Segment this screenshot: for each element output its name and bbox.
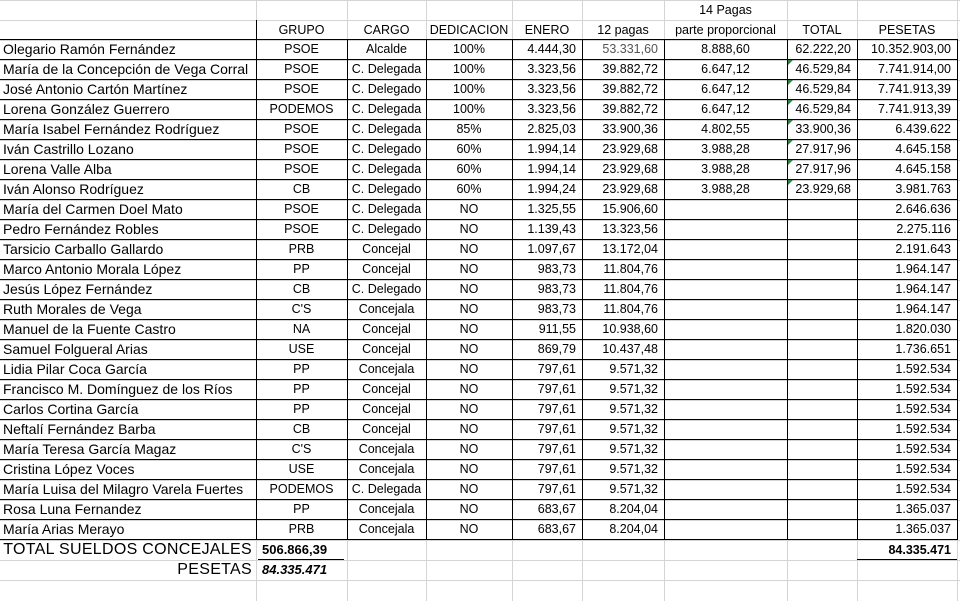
cell-name: Carlos Cortina García [3, 401, 139, 417]
cell-prop [664, 439, 787, 459]
cell-p12: 13.323,56 [602, 222, 658, 236]
cell-pesetas: 1.820.030 [895, 322, 951, 336]
cell-enero: 797,61 [537, 362, 576, 376]
cell-grupo: PP [293, 262, 310, 276]
column-header-enero: ENERO [524, 23, 570, 37]
cell-p12: 9.571,32 [609, 482, 658, 496]
cell-pesetas: 1.592.534 [895, 382, 951, 396]
cell-total [787, 459, 857, 479]
cell-ded: 100% [453, 102, 485, 116]
cell-name: María de la Concepción de Vega Corral [3, 61, 249, 77]
cell-cargo: Concejala [358, 362, 415, 376]
pesetas-value: 84.335.471 [262, 562, 328, 577]
cell-total [787, 419, 857, 439]
cell-p12: 11.804,76 [603, 282, 658, 296]
cell-grupo: PSOE [284, 122, 319, 136]
cell-total [787, 339, 857, 359]
cell-pesetas: 1.592.534 [895, 442, 951, 456]
cell-p12: 13.172,04 [602, 242, 658, 256]
cell-grupo: USE [288, 462, 315, 476]
cell-total [787, 499, 857, 519]
cell-prop: 3.988,28 [701, 142, 750, 156]
header-top-label: 14 Pagas [699, 3, 752, 17]
cell-pesetas: 1.592.534 [895, 362, 951, 376]
cell-grupo: PP [293, 382, 310, 396]
cell-enero: 797,61 [537, 482, 576, 496]
cell-p12: 39.882,72 [602, 102, 658, 116]
cell-enero: 797,61 [537, 462, 576, 476]
cell-prop: 8.888,60 [701, 42, 750, 56]
cell-name: Pedro Fernández Robles [3, 221, 159, 237]
cell-pesetas: 2.275.116 [896, 222, 951, 236]
cell-cargo: C. Delegada [351, 102, 422, 116]
cell-name: María Arias Merayo [3, 521, 125, 537]
cell-enero: 1.994,24 [527, 182, 576, 196]
cell-cargo: Alcalde [366, 42, 407, 56]
cell-ded: 60% [456, 182, 482, 196]
cell-name: María Luisa del Milagro Varela Fuertes [3, 481, 244, 497]
cell-grupo: CB [292, 282, 311, 296]
cell-total: 46.529,84 [795, 82, 851, 96]
cell-prop [664, 219, 787, 239]
cell-grupo: PRB [288, 242, 315, 256]
cell-cargo: Concejal [362, 262, 411, 276]
cell-prop [664, 239, 787, 259]
cell-p12: 11.804,76 [603, 302, 658, 316]
cell-grupo: USE [288, 342, 315, 356]
cell-pesetas: 1.964.147 [895, 282, 951, 296]
cell-ded: NO [459, 202, 479, 216]
cell-total [787, 519, 857, 539]
cell-prop [664, 519, 787, 539]
error-indicator-mark [788, 140, 793, 145]
cell-grupo: PODEMOS [269, 482, 334, 496]
cell-cargo: C. Delegado [351, 282, 422, 296]
cell-enero: 1.994,14 [527, 142, 576, 156]
cell-ded: 100% [453, 82, 485, 96]
cell-grupo: PP [293, 362, 310, 376]
cell-grupo: CB [292, 422, 311, 436]
cell-enero: 983,73 [537, 282, 576, 296]
cell-name: Lorena Valle Alba [3, 161, 112, 177]
cell-cargo: C. Delegada [351, 122, 422, 136]
cell-ded: NO [459, 342, 479, 356]
cell-ded: NO [459, 242, 479, 256]
cell-grupo: PSOE [284, 62, 319, 76]
cell-name: Olegario Ramón Fernández [3, 41, 176, 57]
cell-total [787, 399, 857, 419]
cell-ded: 60% [456, 142, 482, 156]
cell-grupo: PSOE [284, 142, 319, 156]
cell-enero: 3.323,56 [527, 82, 576, 96]
cell-p12: 23.929,68 [602, 142, 658, 156]
cell-p12: 9.571,32 [609, 422, 658, 436]
cell-pesetas: 1.365.037 [895, 502, 951, 516]
cell-total [787, 199, 857, 219]
cell-total: 27.917,96 [795, 142, 851, 156]
grid-hline [0, 0, 960, 1]
cell-cargo: C. Delegado [351, 142, 422, 156]
cell-prop [664, 399, 787, 419]
cell-cargo: Concejala [358, 302, 415, 316]
cell-enero: 983,73 [537, 302, 576, 316]
cell-p12: 33.900,36 [602, 122, 658, 136]
cell-name: María del Carmen Doel Mato [3, 201, 183, 217]
cell-name: Lorena González Guerrero [3, 101, 170, 117]
cell-grupo: C'S [291, 442, 312, 456]
cell-enero: 797,61 [537, 382, 576, 396]
cell-p12: 23.929,68 [602, 162, 658, 176]
cell-enero: 797,61 [537, 442, 576, 456]
cell-pesetas: 1.592.534 [895, 422, 951, 436]
cell-grupo: PSOE [284, 82, 319, 96]
cell-prop [664, 279, 787, 299]
cell-p12: 9.571,32 [609, 362, 658, 376]
cell-ded: NO [459, 442, 479, 456]
cell-cargo: Concejal [362, 402, 411, 416]
column-header-pesetas: PESETAS [878, 23, 936, 37]
cell-prop: 3.988,28 [701, 162, 750, 176]
cell-ded: NO [459, 502, 479, 516]
column-header-p12: 12 pagas [597, 23, 649, 37]
cell-pesetas: 10.352.903,00 [871, 42, 951, 56]
cell-pesetas: 1.592.534 [895, 402, 951, 416]
cell-total [787, 279, 857, 299]
cell-prop [664, 299, 787, 319]
cell-prop: 4.802,55 [701, 122, 750, 136]
cell-ded: 60% [456, 162, 482, 176]
cell-name: Francisco M. Domínguez de los Ríos [3, 381, 233, 397]
cell-cargo: Concejala [358, 442, 415, 456]
cell-ded: NO [459, 222, 479, 236]
column-header-total: TOTAL [802, 23, 842, 37]
cell-cargo: C. Delegado [351, 222, 422, 236]
cell-total: 33.900,36 [795, 122, 851, 136]
cell-total: 46.529,84 [795, 62, 851, 76]
cell-pesetas: 1.964.147 [895, 302, 951, 316]
cell-prop: 3.988,28 [701, 182, 750, 196]
error-indicator-mark [788, 120, 793, 125]
error-indicator-mark [788, 60, 793, 65]
cell-grupo: PSOE [284, 162, 319, 176]
cell-name: María Isabel Fernández Rodríguez [3, 121, 220, 137]
cell-total: 46.529,84 [795, 102, 851, 116]
cell-cargo: C. Delegada [351, 62, 422, 76]
cell-p12: 39.882,72 [602, 62, 658, 76]
cell-cargo: C. Delegada [351, 162, 422, 176]
cell-name: Ruth Morales de Vega [3, 301, 142, 317]
cell-p12: 23.929,68 [602, 182, 658, 196]
cell-ded: NO [459, 262, 479, 276]
cell-enero: 1.994,14 [527, 162, 576, 176]
cell-cargo: C. Delegado [351, 82, 422, 96]
column-header-cargo: CARGO [363, 23, 410, 37]
cell-prop [664, 499, 787, 519]
cell-grupo: PP [293, 402, 310, 416]
cell-ded: NO [459, 402, 479, 416]
cell-pesetas: 1.736.651 [895, 342, 951, 356]
cell-prop [664, 479, 787, 499]
cell-total [787, 319, 857, 339]
cell-cargo: C. Delegada [351, 202, 422, 216]
cell-prop: 6.647,12 [701, 102, 750, 116]
cell-enero: 683,67 [537, 522, 576, 536]
cell-name: Iván Castrillo Lozano [3, 141, 134, 157]
cell-name: Rosa Luna Fernandez [3, 501, 142, 517]
cell-total: 23.929,68 [795, 182, 851, 196]
cell-ded: 85% [456, 122, 482, 136]
cell-name: Cristina López Voces [3, 461, 135, 477]
cell-p12: 9.571,32 [609, 402, 658, 416]
cell-pesetas: 3.981.763 [895, 182, 951, 196]
cell-prop: 6.647,12 [701, 82, 750, 96]
cell-pesetas: 4.645.158 [895, 142, 951, 156]
cell-total: 27.917,96 [795, 162, 851, 176]
cell-cargo: Concejala [358, 522, 415, 536]
cell-p12: 8.204,04 [609, 522, 658, 536]
cell-prop [664, 379, 787, 399]
cell-enero: 797,61 [537, 402, 576, 416]
cell-enero: 3.323,56 [527, 62, 576, 76]
cell-enero: 1.139,43 [527, 222, 576, 236]
cell-p12: 15.906,60 [602, 202, 658, 216]
cell-enero: 983,73 [537, 262, 576, 276]
error-indicator-mark [788, 160, 793, 165]
cell-name: Manuel de la Fuente Castro [3, 321, 176, 337]
cell-ded: NO [459, 382, 479, 396]
cell-name: Neftalí Fernández Barba [3, 421, 156, 437]
total-pesetas: 84.335.471 [888, 543, 951, 557]
cell-total [787, 259, 857, 279]
cell-p12: 53.331,60 [602, 42, 658, 56]
cell-p12: 10.437,48 [602, 342, 658, 356]
cell-enero: 4.444,30 [527, 42, 576, 56]
cell-prop [664, 199, 787, 219]
total-pesetas-underline [857, 559, 957, 560]
cell-p12: 9.571,32 [609, 382, 658, 396]
cell-pesetas: 1.365.037 [895, 522, 951, 536]
cell-prop [664, 459, 787, 479]
column-header-ded: DEDICACION [429, 23, 509, 37]
cell-total [787, 379, 857, 399]
cell-prop [664, 339, 787, 359]
cell-ded: 100% [453, 42, 485, 56]
cell-pesetas: 7.741.914,00 [878, 62, 951, 76]
cell-cargo: Concejal [362, 322, 411, 336]
cell-enero: 911,55 [538, 322, 576, 336]
cell-grupo: PSOE [284, 222, 319, 236]
cell-p12: 10.938,60 [602, 322, 658, 336]
cell-prop [664, 419, 787, 439]
cell-pesetas: 6.439.622 [895, 122, 951, 136]
cell-name: Samuel Folgueral Arias [3, 341, 148, 357]
cell-enero: 1.325,55 [527, 202, 576, 216]
error-indicator-mark [788, 80, 793, 85]
cell-total [787, 239, 857, 259]
cell-ded: NO [459, 302, 479, 316]
cell-enero: 3.323,56 [527, 102, 576, 116]
table-border-v [957, 39, 958, 539]
cell-grupo: PP [293, 502, 310, 516]
cell-ded: NO [459, 282, 479, 296]
cell-ded: NO [459, 322, 479, 336]
column-header-grupo: GRUPO [278, 23, 325, 37]
cell-name: José Antonio Cartón Martínez [3, 81, 188, 97]
cell-cargo: Concejala [358, 502, 415, 516]
cell-cargo: C. Delegado [351, 182, 422, 196]
cell-grupo: C'S [291, 302, 312, 316]
cell-ded: NO [459, 362, 479, 376]
cell-total [787, 479, 857, 499]
column-header-prop: parte proporcional [675, 23, 776, 37]
cell-name: Lidia Pilar Coca García [3, 361, 147, 377]
cell-ded: NO [459, 482, 479, 496]
cell-cargo: C. Delegada [351, 482, 422, 496]
cell-grupo: PSOE [284, 42, 319, 56]
cell-prop [664, 319, 787, 339]
cell-enero: 683,67 [537, 502, 576, 516]
cell-name: Marco Antonio Morala López [3, 261, 182, 277]
cell-name: María Teresa García Magaz [3, 441, 177, 457]
cell-enero: 2.825,03 [527, 122, 576, 136]
total-value: 506.866,39 [262, 542, 328, 557]
cell-grupo: PRB [288, 522, 315, 536]
cell-ded: NO [459, 422, 479, 436]
cell-pesetas: 2.191.643 [895, 242, 951, 256]
cell-cargo: Concejal [362, 382, 411, 396]
cell-ded: NO [459, 522, 479, 536]
cell-total: 62.222,20 [795, 42, 851, 56]
cell-ded: 100% [453, 62, 485, 76]
grid-hline [0, 580, 960, 581]
cell-grupo: CB [292, 182, 311, 196]
cell-total [787, 299, 857, 319]
cell-p12: 39.882,72 [602, 82, 658, 96]
cell-cargo: Concejal [362, 422, 411, 436]
cell-cargo: Concejal [362, 342, 411, 356]
cell-total [787, 219, 857, 239]
cell-enero: 1.097,67 [527, 242, 576, 256]
cell-pesetas: 4.645.158 [895, 162, 951, 176]
cell-p12: 9.571,32 [609, 442, 658, 456]
cell-p12: 11.804,76 [603, 262, 658, 276]
cell-grupo: PSOE [284, 202, 319, 216]
error-indicator-mark [788, 180, 793, 185]
cell-cargo: Concejal [362, 242, 411, 256]
error-indicator-mark [788, 100, 793, 105]
cell-p12: 8.204,04 [609, 502, 658, 516]
cell-total [787, 359, 857, 379]
total-label: TOTAL SUELDOS CONCEJALES [3, 541, 252, 558]
cell-grupo: PODEMOS [269, 102, 334, 116]
cell-enero: 797,61 [537, 422, 576, 436]
cell-pesetas: 2.646.636 [895, 202, 951, 216]
cell-name: Jesús López Fernández [3, 281, 153, 297]
cell-prop: 6.647,12 [701, 62, 750, 76]
cell-prop [664, 259, 787, 279]
cell-pesetas: 1.964.147 [895, 262, 951, 276]
cell-enero: 869,79 [537, 342, 576, 356]
cell-pesetas: 1.592.534 [895, 482, 951, 496]
cell-total [787, 439, 857, 459]
cell-name: Tarsicio Carballo Gallardo [3, 241, 164, 257]
pesetas-label: PESETAS [177, 561, 252, 578]
cell-name: Iván Alonso Rodríguez [3, 181, 144, 197]
cell-pesetas: 7.741.913,39 [878, 102, 951, 116]
cell-cargo: Concejala [358, 462, 415, 476]
cell-ded: NO [459, 462, 479, 476]
cell-p12: 9.571,32 [609, 462, 658, 476]
cell-pesetas: 1.592.534 [895, 462, 951, 476]
cell-pesetas: 7.741.913,39 [878, 82, 951, 96]
cell-prop [664, 359, 787, 379]
cell-grupo: NA [292, 322, 311, 336]
